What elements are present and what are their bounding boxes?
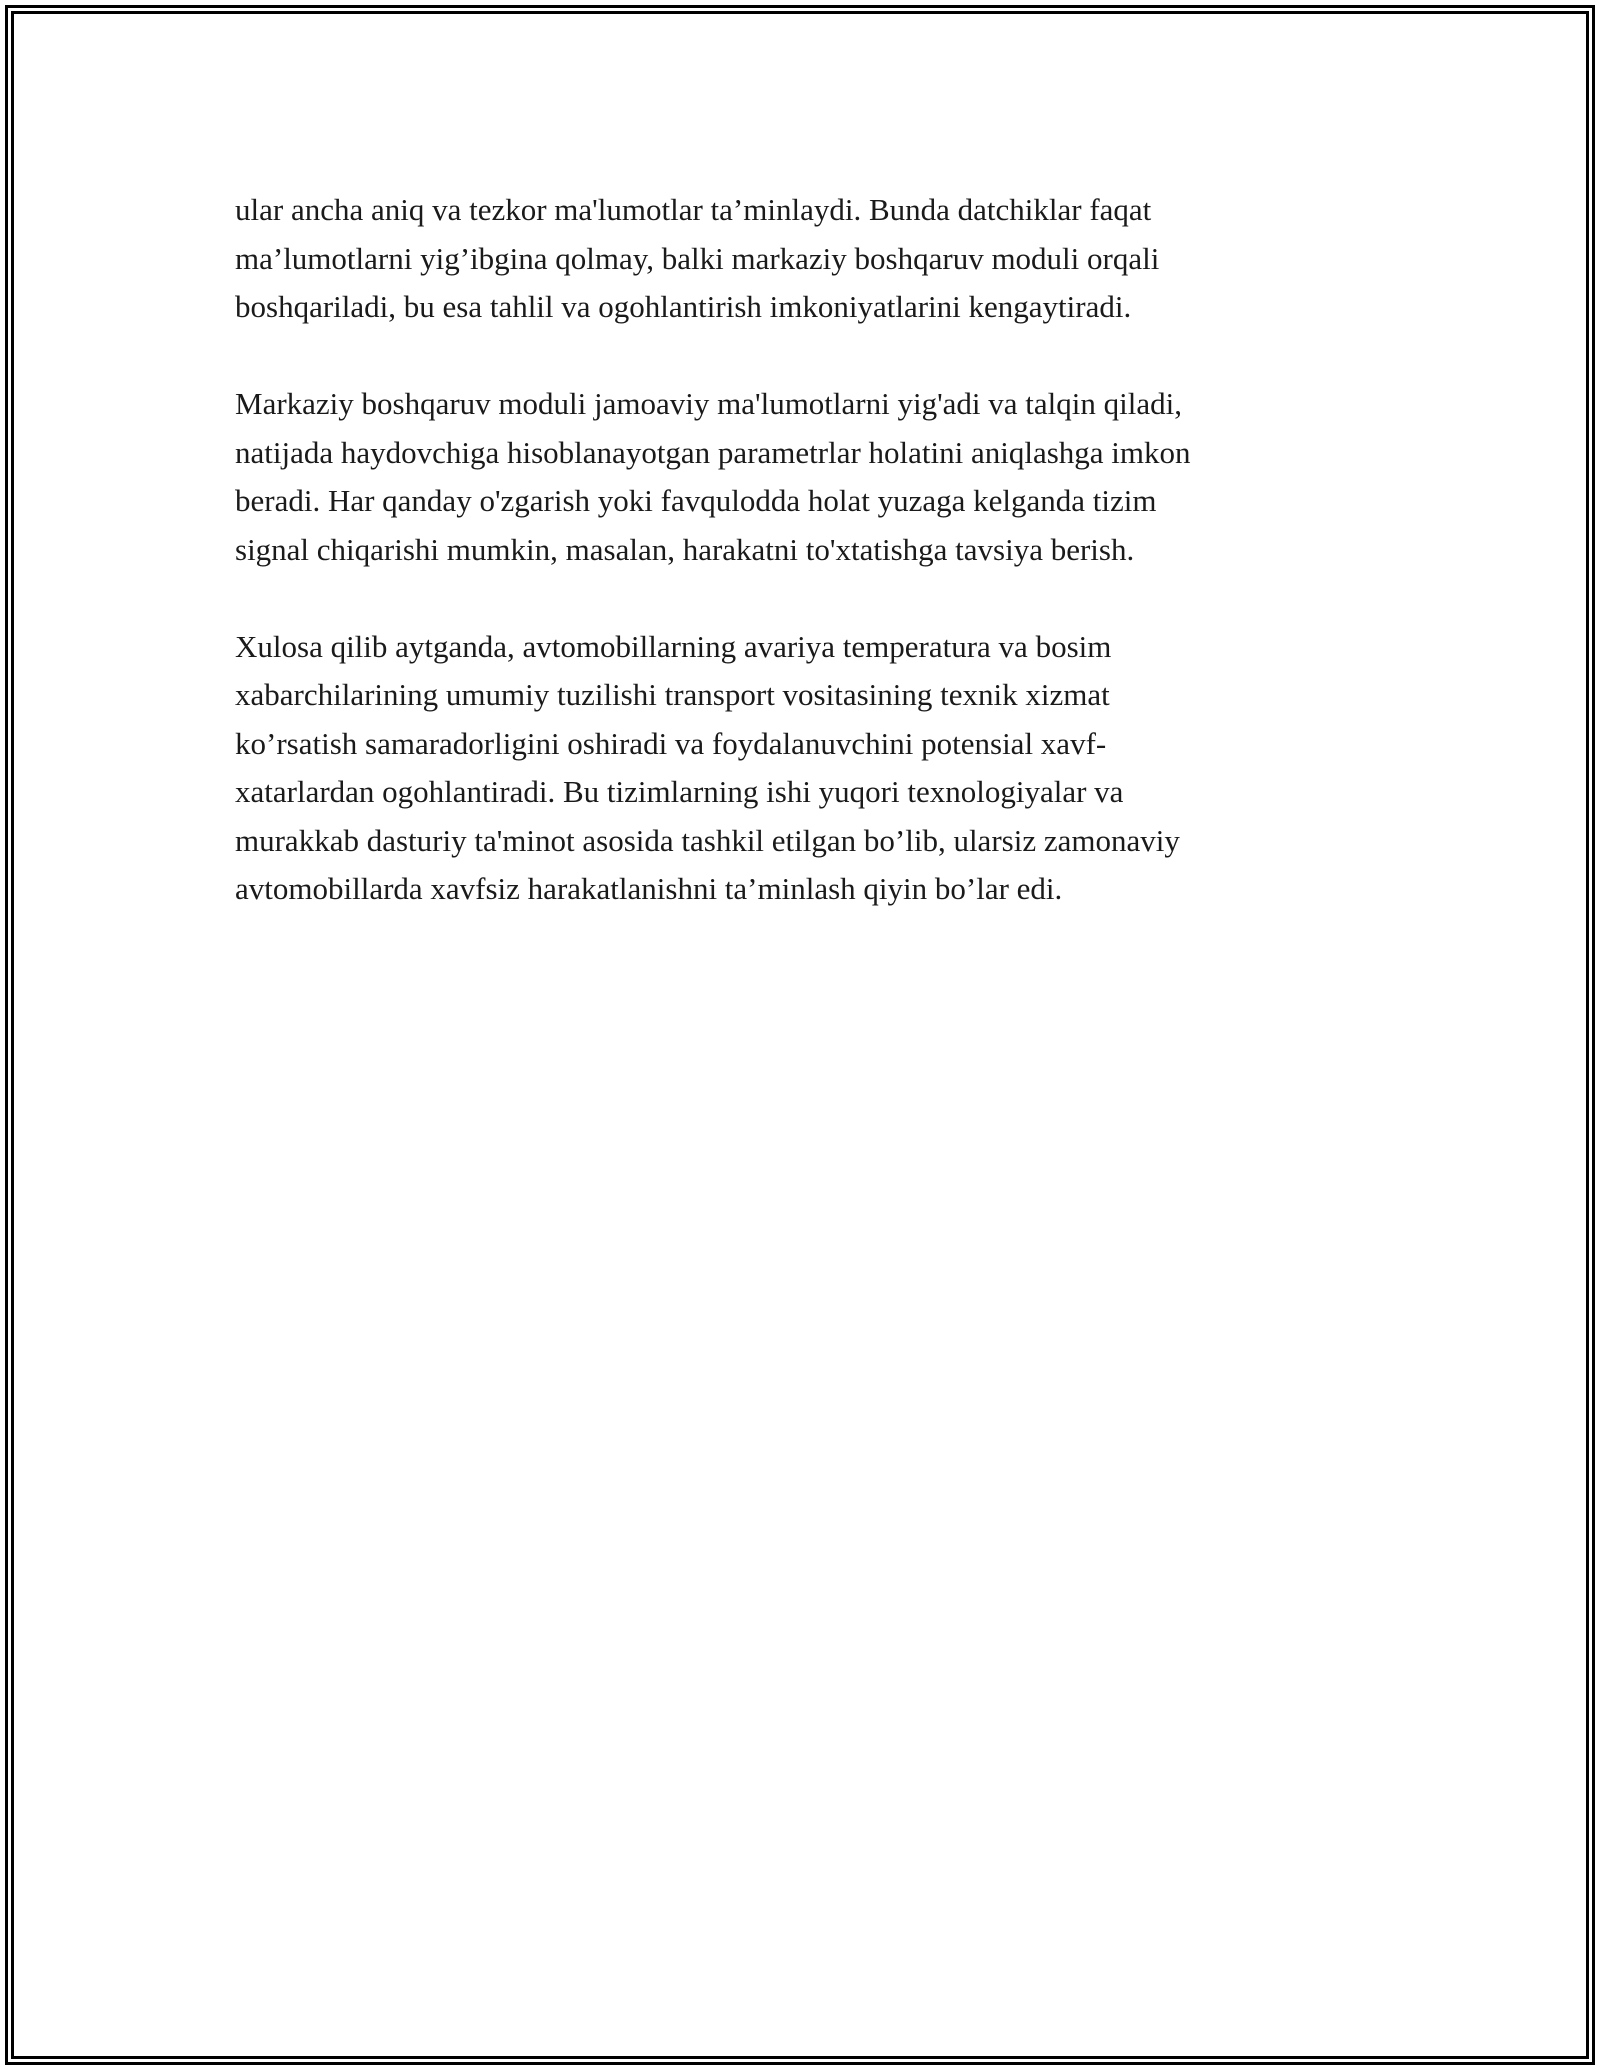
paragraph-line: natijada haydovchiga hisoblanayotgan parametrlar holatini aniqlashga imkon	[235, 434, 1191, 470]
paragraph-line: murakkab dasturiy ta'minot asosida tashkil etilgan bo’lib, ularsiz zamonaviy	[235, 822, 1180, 858]
paragraph-1	[235, 186, 1385, 332]
paragraph-line: ma’lumotlarni yig’ibgina qolmay, balki markaziy boshqaruv moduli orqali	[235, 240, 1160, 276]
paragraph-line: Markaziy boshqaruv moduli jamoaviy ma'lumotlarni yig'adi va talqin qiladi,	[235, 386, 1182, 421]
paragraph-line: xatarlardan ogohlantiradi. Bu tizimlarning ishi yuqori texnologiyalar va	[235, 774, 1124, 809]
paragraph-line: ko’rsatish samaradorligini oshiradi va foydalanuvchini potensial xavf-	[235, 725, 1107, 761]
paragraph-line: Xulosa qilib aytganda, avtomobillarning avariya temperatura va bosim	[235, 628, 1112, 664]
paragraph-line: signal chiqarishi mumkin, masalan, harakatni to'xtatishga tavsiya berish.	[235, 531, 1135, 567]
paragraph-line: xabarchilarining umumiy tuzilishi transport vositasining texnik xizmat	[235, 677, 1110, 712]
paragraph-line: ular ancha aniq va tezkor ma'lumotlar ta’minlaydi. Bunda datchiklar faqat	[235, 192, 1152, 227]
document-body	[235, 186, 1385, 914]
paragraph-3	[235, 623, 1385, 914]
paragraph-line: boshqariladi, bu esa tahlil va ogohlantirish imkoniyatlarini kengaytiradi.	[235, 289, 1132, 324]
paragraph-2	[235, 380, 1385, 574]
paragraph-line: beradi. Har qanday o'zgarish yoki favqulodda holat yuzaga kelganda tizim	[235, 483, 1157, 518]
paragraph-line: avtomobillarda xavfsiz harakatlanishni ta’minlash qiyin bo’lar edi.	[235, 871, 1063, 906]
